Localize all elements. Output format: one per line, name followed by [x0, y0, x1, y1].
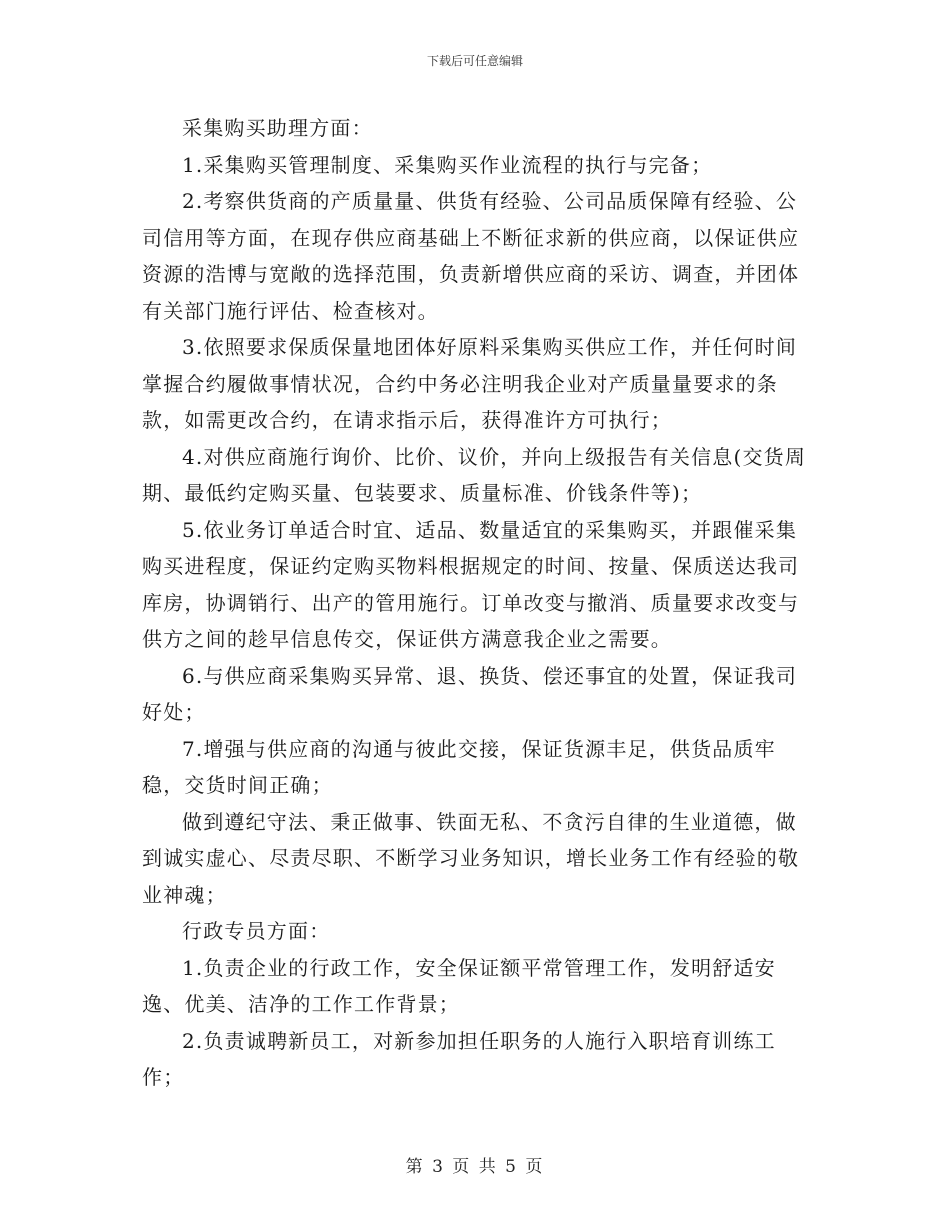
document-body: [142, 110, 808, 1096]
paragraph: 采集购买助理方面：: [182, 116, 373, 140]
paragraph: 4.对供应商施行询价、比价、议价，并向上级报告有关信息(交货周期、最低约定购买量、包装要求、质量标准、价钱条件等)；: [142, 444, 807, 505]
page-footer: 第 3 页 共 5 页: [405, 1157, 545, 1177]
paragraph: 5.依业务订单适合时宜、适品、数量适宜的采集购买，并跟催采集购买进程度，保证约定购买物料根据规定的时间、按量、保质送达我司库房，协调销行、出产的管用施行。订单改变与撤消、质量要求改变与供方之间的趁早信息传交，保证供方满意我企业之需要。: [142, 517, 800, 651]
paragraph: 3.依照要求保质保量地团体好原料采集购买供应工作，并任何时间掌握合约履做事情状况，合约中务必注明我企业对产质量量要求的条款，如需更改合约，在请求指示后，获得准许方可执行；: [142, 335, 798, 432]
paragraph: 6.与供应商采集购买异常、退、换货、偿还事宜的处置，保证我司好处；: [142, 663, 798, 724]
paragraph: 行政专员方面：: [182, 919, 331, 943]
paragraph: 做到遵纪守法、秉正做事、铁面无私、不贪污自律的生业道德，做到诚实虚心、尽责尽职、不断学习业务知识，增长业务工作有经验的敬业神魂；: [142, 809, 800, 907]
paragraph: 2.负责诚聘新员工，对新参加担任职务的人施行入职培育训练工作；: [142, 1028, 776, 1089]
paragraph: 2.考察供货商的产质量量、供货有经验、公司品质保障有经验、公司信用等方面，在现存供应商基础上不断征求新的供应商，以保证供应资源的浩博与宽敞的选择范围，负责新增供应商的采访、调查，并团体有关部门施行评估、检查核对。: [142, 189, 800, 323]
paragraph: 1.采集购买管理制度、采集购买作业流程的执行与完备；: [182, 152, 713, 177]
paragraph: 7.增强与供应商的沟通与彼此交接，保证货源丰足，供货品质牢稳，交货时间正确；: [142, 736, 776, 797]
paragraph: 1.负责企业的行政工作，安全保证额平常管理工作，发明舒适安逸、优美、洁净的工作工作背景；: [142, 955, 776, 1016]
page-header: 下载后可任意编辑: [426, 54, 523, 68]
